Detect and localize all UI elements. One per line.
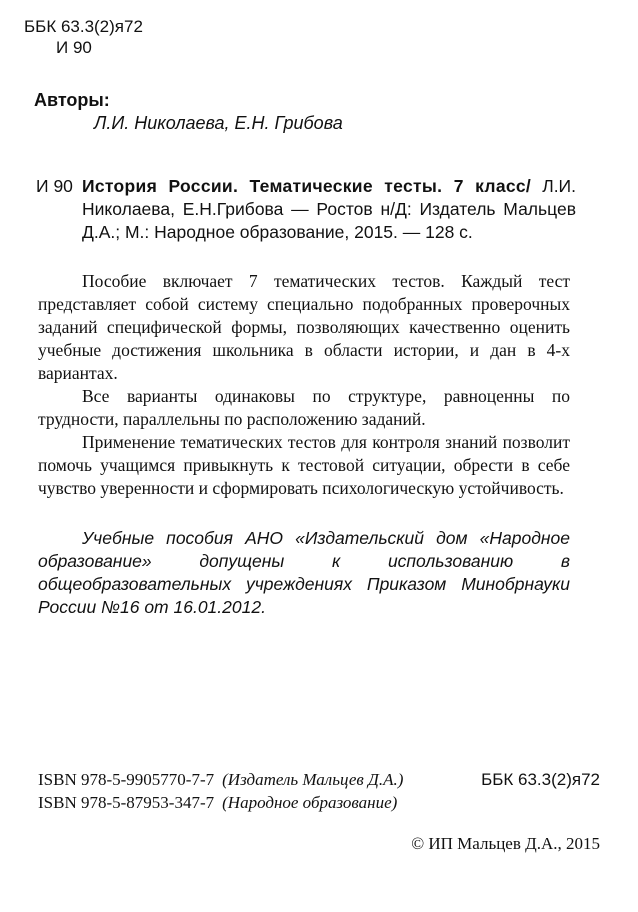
isbn-number: ISBN 978-5-87953-347-7 bbox=[38, 793, 215, 812]
author-mark: И 90 bbox=[56, 38, 92, 57]
isbn-line bbox=[38, 768, 403, 791]
copyright: © ИП Мальцев Д.А., 2015 bbox=[411, 834, 600, 853]
book-title: История России. Тематические тесты. 7 класс/ bbox=[82, 176, 532, 196]
isbn-number: ISBN 978-5-9905770-7-7 bbox=[38, 770, 215, 789]
bbk-header bbox=[24, 16, 143, 58]
isbn-publisher: (Издатель Мальцев Д.А.) bbox=[222, 770, 404, 789]
authors-names: Л.И. Николаева, Е.Н. Грибова bbox=[94, 113, 343, 133]
abstract-paragraph: Все варианты одинаковы по структуре, равноценны по трудности, параллельны по расположению заданий. bbox=[38, 386, 570, 429]
isbn-publisher: (Народное образование) bbox=[222, 793, 398, 812]
abstract bbox=[38, 270, 570, 500]
approval-text: Учебные пособия АНО «Издательский дом «Народное образование» допущены к использованию в общеобразовательных учреждениях Приказом Минобрнауки России №16 от 16.01.2012. bbox=[38, 528, 570, 617]
approval-note bbox=[38, 527, 570, 619]
isbn-block bbox=[38, 768, 403, 814]
bbk-code: ББК 63.3(2)я72 bbox=[24, 17, 143, 36]
isbn-line bbox=[38, 791, 403, 814]
catalog-description bbox=[82, 175, 576, 244]
bbk-footer: ББК 63.3(2)я72 bbox=[481, 770, 600, 789]
authors-label: Авторы: bbox=[34, 90, 110, 110]
catalog-entry bbox=[36, 175, 576, 244]
abstract-paragraph: Пособие включает 7 тематических тестов. Каждый тест представляет собой систему специально подобранных проверочных заданий специфической формы, позволяющих качественно оценить учебные достижения школьника в области истории, и дан в 4-х вариантах. bbox=[38, 271, 570, 383]
catalog-code: И 90 bbox=[36, 176, 73, 196]
abstract-paragraph: Применение тематических тестов для контроля знаний позволит помочь учащимся привыкнуть к тестовой ситуации, обрести в себе чувство уверенности и сформировать психологическую устойчивость. bbox=[38, 432, 570, 498]
book-details: Л.И. Николаева, Е.Н.Грибова — Ростов н/Д: Издатель Мальцев Д.А.; М.: Народное образование, 2015. — 128 с. bbox=[82, 176, 576, 242]
